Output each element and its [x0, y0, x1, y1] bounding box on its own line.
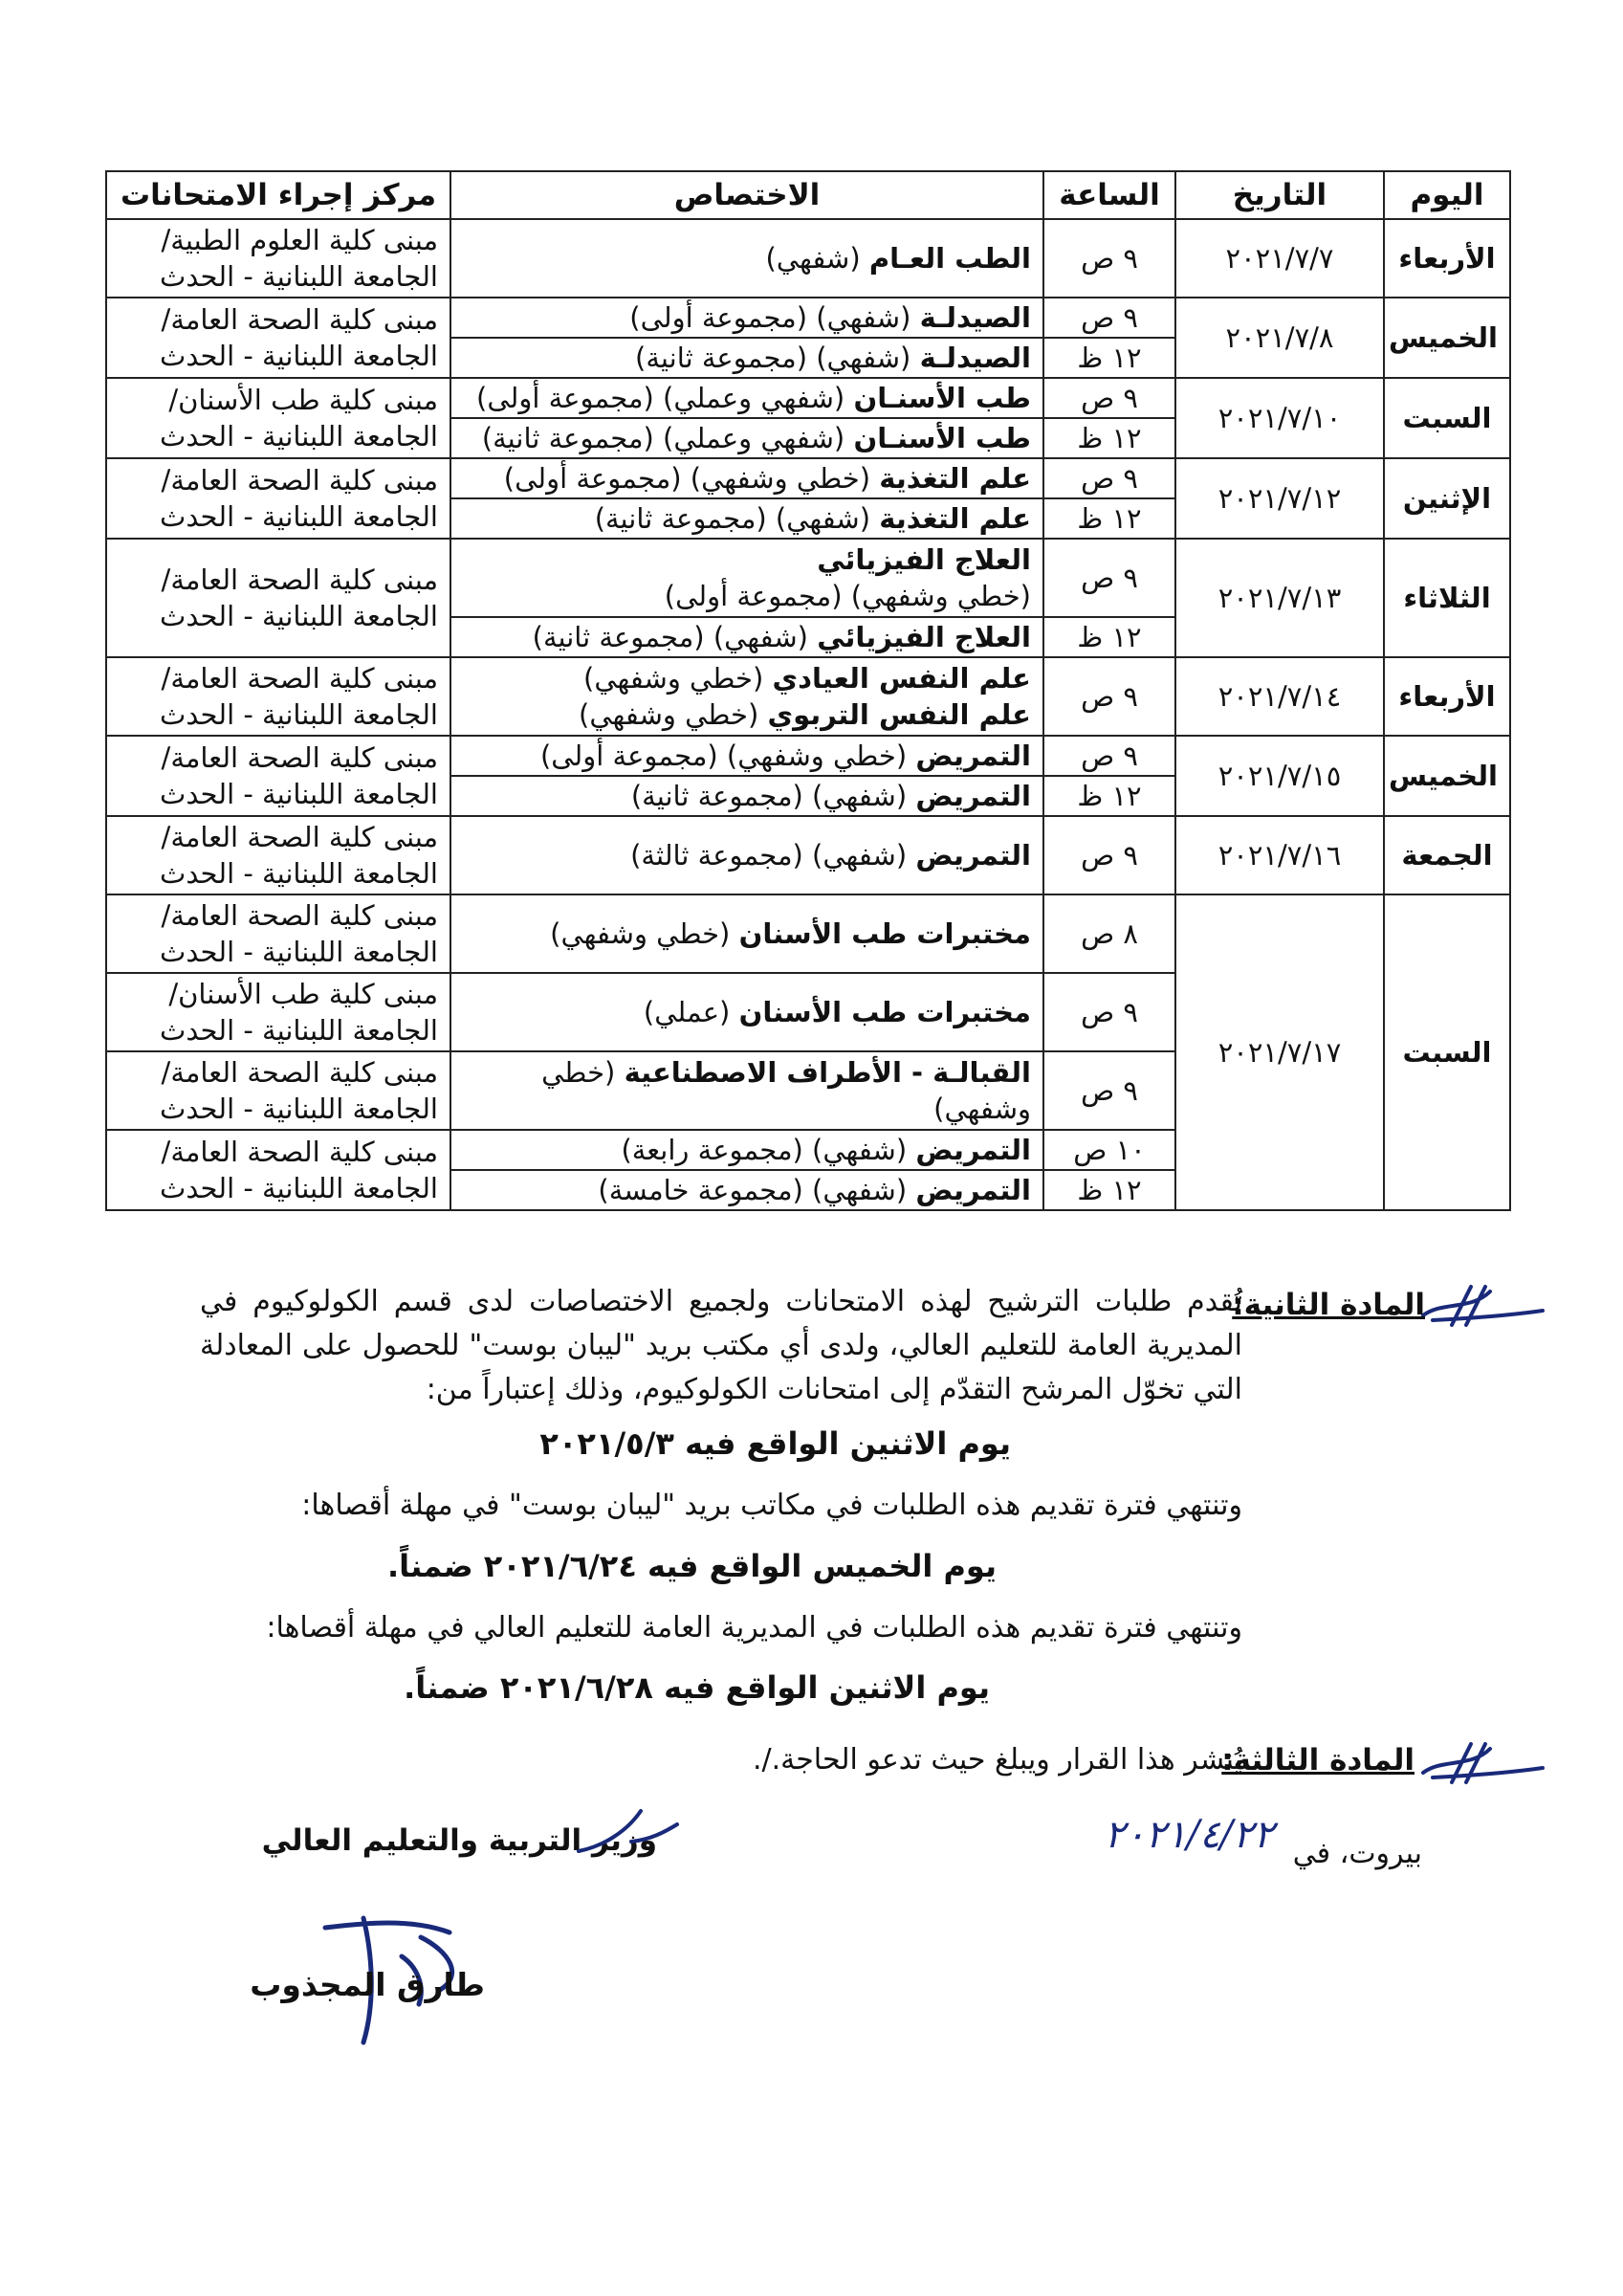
header-time: الساعة — [1043, 171, 1175, 219]
date-cell: ٢٠٢١/٧/١٠ — [1175, 378, 1384, 458]
specialty-cell — [450, 736, 1043, 776]
time-cell: ٩ ص — [1043, 1051, 1175, 1130]
specialty-name: طب الأسنـان — [853, 422, 1031, 454]
article-2-libanpost-deadline: يوم الخميس الواقع فيه ٢٠٢١/٦/٢٤ ضمناً. — [387, 1548, 997, 1584]
specialty-cell — [450, 1130, 1043, 1170]
center-university: الجامعة اللبنانية - الحدث — [160, 857, 438, 890]
specialty-cell — [450, 458, 1043, 498]
specialty-name: علم التغذية — [879, 502, 1031, 535]
specialty-name: علم التغذية — [879, 462, 1031, 495]
specialty-name: التمريض — [915, 780, 1031, 812]
specialty-detail: (خطي وشفهي) (مجموعة أولى) — [539, 740, 916, 772]
date-cell: ٢٠٢١/٧/١٧ — [1175, 894, 1384, 1210]
specialty-name-2: علم النفس التربوي — [767, 698, 1031, 731]
specialty-detail: (شفهي) (مجموعة ثانية) — [635, 342, 920, 374]
exam-center-cell — [106, 736, 450, 816]
center-building: مبنى كلية الصحة العامة/ — [161, 1136, 438, 1168]
center-university: الجامعة اللبنانية - الحدث — [160, 698, 438, 731]
center-university: الجامعة اللبنانية - الحدث — [160, 778, 438, 810]
specialty-detail: (شفهي) — [765, 242, 869, 275]
exam-center-cell — [106, 219, 450, 298]
center-building: مبنى كلية طب الأسنان/ — [168, 384, 438, 416]
specialty-detail: (خطي وشفهي) — [541, 1056, 1031, 1125]
specialty-name: القبالـة - الأطراف الاصطناعية — [624, 1056, 1031, 1089]
specialty-cell — [450, 1170, 1043, 1210]
date-cell: ٢٠٢١/٧/٧ — [1175, 219, 1384, 298]
article-2-label: المادة الثانية: — [1232, 1288, 1425, 1322]
time-cell: ٩ ص — [1043, 816, 1175, 894]
specialty-detail: (خطي وشفهي) (مجموعة أولى) — [664, 580, 1031, 612]
article-3-label: المادة الثالثة: — [1221, 1743, 1415, 1777]
specialty-cell — [450, 498, 1043, 539]
specialty-cell — [450, 219, 1043, 298]
table-row — [106, 219, 1510, 298]
specialty-name: العلاج الفيزيائي — [817, 543, 1031, 576]
specialty-name: التمريض — [915, 1134, 1031, 1166]
specialty-name: الطب العـام — [868, 242, 1031, 275]
header-specialty: الاختصاص — [450, 171, 1043, 219]
initials-signature-mark — [1414, 1282, 1547, 1339]
minister-title: وزير التربية والتعليم العالي — [261, 1823, 657, 1858]
specialty-name: العلاج الفيزيائي — [817, 621, 1031, 653]
table-row — [106, 894, 1510, 973]
specialty-cell — [450, 378, 1043, 418]
exam-center-cell — [106, 1051, 450, 1130]
time-cell: ١٠ ص — [1043, 1130, 1175, 1170]
specialty-detail-2: (خطي وشفهي) — [579, 698, 768, 731]
specialty-name: مختبرات طب الأسنان — [738, 996, 1031, 1028]
specialty-detail: (شفهي وعملي) (مجموعة أولى) — [476, 382, 854, 414]
place-label: بيروت، في — [1292, 1837, 1422, 1870]
specialty-cell — [450, 418, 1043, 458]
exam-center-cell — [106, 298, 450, 378]
center-building: مبنى كلية الصحة العامة/ — [161, 563, 438, 596]
center-university: الجامعة اللبنانية - الحدث — [160, 420, 438, 453]
date-cell: ٢٠٢١/٧/٨ — [1175, 298, 1384, 378]
time-cell: ١٢ ظ — [1043, 418, 1175, 458]
specialty-cell — [450, 657, 1043, 736]
exam-schedule-table — [105, 170, 1511, 1211]
table-row — [106, 816, 1510, 894]
time-cell: ١٢ ظ — [1043, 498, 1175, 539]
center-university: الجامعة اللبنانية - الحدث — [160, 1172, 438, 1204]
specialty-cell — [450, 816, 1043, 894]
date-cell: ٢٠٢١/٧/١٢ — [1175, 458, 1384, 539]
specialty-detail: (شفهي وعملي) (مجموعة ثانية) — [481, 422, 854, 454]
center-building: مبنى كلية الصحة العامة/ — [161, 899, 438, 932]
time-cell: ٩ ص — [1043, 378, 1175, 418]
exam-center-cell — [106, 973, 450, 1051]
specialty-cell — [450, 894, 1043, 973]
center-building: مبنى كلية الصحة العامة/ — [161, 303, 438, 336]
time-cell: ٩ ص — [1043, 736, 1175, 776]
specialty-detail: (شفهي) (مجموعة رابعة) — [621, 1134, 916, 1166]
table-body — [106, 219, 1510, 1210]
day-cell: الأربعاء — [1384, 657, 1510, 736]
center-building: مبنى كلية الصحة العامة/ — [161, 662, 438, 695]
center-university: الجامعة اللبنانية - الحدث — [160, 936, 438, 968]
center-building: مبنى كلية الصحة العامة/ — [161, 1056, 438, 1089]
specialty-name: التمريض — [915, 740, 1031, 772]
time-cell: ١٢ ظ — [1043, 338, 1175, 378]
header-date: التاريخ — [1175, 171, 1384, 219]
day-cell: الجمعة — [1384, 816, 1510, 894]
exam-center-cell — [106, 894, 450, 973]
specialty-cell — [450, 776, 1043, 816]
specialty-detail: (شفهي) (مجموعة أولى) — [629, 301, 920, 334]
article-2-directorate-line: وتنتهي فترة تقديم هذه الطلبات في المديرية العامة للتعليم العالي في مهلة أقصاها: — [266, 1611, 1242, 1645]
center-university: الجامعة اللبنانية - الحدث — [160, 600, 438, 632]
minister-pen-stroke — [574, 1803, 679, 1861]
table-row — [106, 657, 1510, 736]
specialty-detail: (شفهي) (مجموعة خامسة) — [598, 1174, 916, 1206]
center-building: مبنى كلية الصحة العامة/ — [161, 464, 438, 497]
specialty-name: طب الأسنـان — [853, 382, 1031, 414]
exam-center-cell — [106, 539, 450, 657]
specialty-cell — [450, 1051, 1043, 1130]
article-2-text: تُقدم طلبات الترشيح لهذه الامتحانات ولجميع الاختصاصات لدى قسم الكولوكيوم في المديرية العامة للتعليم العالي، ولدى أي مكتب بريد "ليبان بوست" للحصول على المعادلة التي تخوّل المرشح التقدّم إلى امتحانات الكولوكيوم، وذلك إعتباراً من: — [200, 1285, 1242, 1406]
center-university: الجامعة اللبنانية - الحدث — [160, 500, 438, 533]
day-cell: السبت — [1384, 378, 1510, 458]
date-cell: ٢٠٢١/٧/١٣ — [1175, 539, 1384, 657]
specialty-cell — [450, 617, 1043, 657]
specialty-name: التمريض — [915, 839, 1031, 872]
specialty-detail: (شفهي) (مجموعة ثانية) — [594, 502, 880, 535]
center-building: مبنى كلية طب الأسنان/ — [168, 978, 438, 1010]
table-row — [106, 458, 1510, 498]
center-university: الجامعة اللبنانية - الحدث — [160, 1093, 438, 1125]
specialty-detail: (شفهي) (مجموعة ثالثة) — [630, 839, 916, 872]
center-building: مبنى كلية الصحة العامة/ — [161, 821, 438, 853]
header-center: مركز إجراء الامتحانات — [106, 171, 450, 219]
day-cell: الإثنين — [1384, 458, 1510, 539]
day-cell: الخميس — [1384, 298, 1510, 378]
specialty-name: مختبرات طب الأسنان — [738, 917, 1031, 950]
table-row — [106, 378, 1510, 418]
exam-center-cell — [106, 458, 450, 539]
specialty-cell — [450, 539, 1043, 617]
article-2-libanpost-line: وتنتهي فترة تقديم هذه الطلبات في مكاتب بريد "ليبان بوست" في مهلة أقصاها: — [301, 1489, 1242, 1522]
exam-center-cell — [106, 657, 450, 736]
time-cell: ٩ ص — [1043, 657, 1175, 736]
specialty-name: الصيدلـة — [919, 301, 1031, 334]
specialty-detail: (خطي وشفهي) — [583, 662, 773, 695]
exam-center-cell — [106, 816, 450, 894]
specialty-detail: (شفهي) (مجموعة ثانية) — [532, 621, 818, 653]
center-building: مبنى كلية العلوم الطبية/ — [161, 224, 438, 256]
day-cell: السبت — [1384, 894, 1510, 1210]
center-building: مبنى كلية الصحة العامة/ — [161, 741, 438, 774]
time-cell: ٨ ص — [1043, 894, 1175, 973]
time-cell: ١٢ ظ — [1043, 1170, 1175, 1210]
center-university: الجامعة اللبنانية - الحدث — [160, 260, 438, 293]
table-row — [106, 539, 1510, 617]
time-cell: ٩ ص — [1043, 458, 1175, 498]
table-header-row — [106, 171, 1510, 219]
table-row — [106, 736, 1510, 776]
specialty-cell — [450, 973, 1043, 1051]
day-cell: الخميس — [1384, 736, 1510, 816]
time-cell: ٩ ص — [1043, 973, 1175, 1051]
specialty-detail: (عملي) — [643, 996, 739, 1028]
specialty-detail: (خطي وشفهي) (مجموعة أولى) — [503, 462, 880, 495]
center-university: الجامعة اللبنانية - الحدث — [160, 1014, 438, 1047]
specialty-cell — [450, 338, 1043, 378]
specialty-detail: (شفهي) (مجموعة ثانية) — [630, 780, 916, 812]
date-cell: ٢٠٢١/٧/١٥ — [1175, 736, 1384, 816]
specialty-name: علم النفس العيادي — [772, 662, 1031, 695]
date-cell: ٢٠٢١/٧/١٤ — [1175, 657, 1384, 736]
article-2-directorate-deadline: يوم الاثنين الواقع فيه ٢٠٢١/٦/٢٨ ضمناً. — [404, 1669, 990, 1706]
specialty-detail: (خطي وشفهي) — [550, 917, 739, 950]
article-2-start-date: يوم الاثنين الواقع فيه ٢٠٢١/٥/٣ — [539, 1425, 1011, 1462]
time-cell: ١٢ ظ — [1043, 617, 1175, 657]
initials-signature-mark-2 — [1414, 1739, 1547, 1797]
table-row — [106, 298, 1510, 338]
specialty-name: الصيدلـة — [919, 342, 1031, 374]
exam-center-cell — [106, 378, 450, 458]
article-3-text: يُنشر هذا القرار ويبلغ حيث تدعو الحاجة./. — [753, 1743, 1242, 1777]
day-cell: الثلاثاء — [1384, 539, 1510, 657]
header-day: اليوم — [1384, 171, 1510, 219]
time-cell: ٩ ص — [1043, 539, 1175, 617]
center-university: الجامعة اللبنانية - الحدث — [160, 340, 438, 372]
time-cell: ٩ ص — [1043, 219, 1175, 298]
time-cell: ٩ ص — [1043, 298, 1175, 338]
minister-name: طارق المجذوب — [250, 1966, 485, 2003]
time-cell: ١٢ ظ — [1043, 776, 1175, 816]
handwritten-date: ٢٠٢١/٤/٢٢ — [1104, 1813, 1274, 1857]
specialty-name: التمريض — [915, 1174, 1031, 1206]
date-cell: ٢٠٢١/٧/١٦ — [1175, 816, 1384, 894]
specialty-cell — [450, 298, 1043, 338]
exam-center-cell — [106, 1130, 450, 1210]
day-cell: الأربعاء — [1384, 219, 1510, 298]
